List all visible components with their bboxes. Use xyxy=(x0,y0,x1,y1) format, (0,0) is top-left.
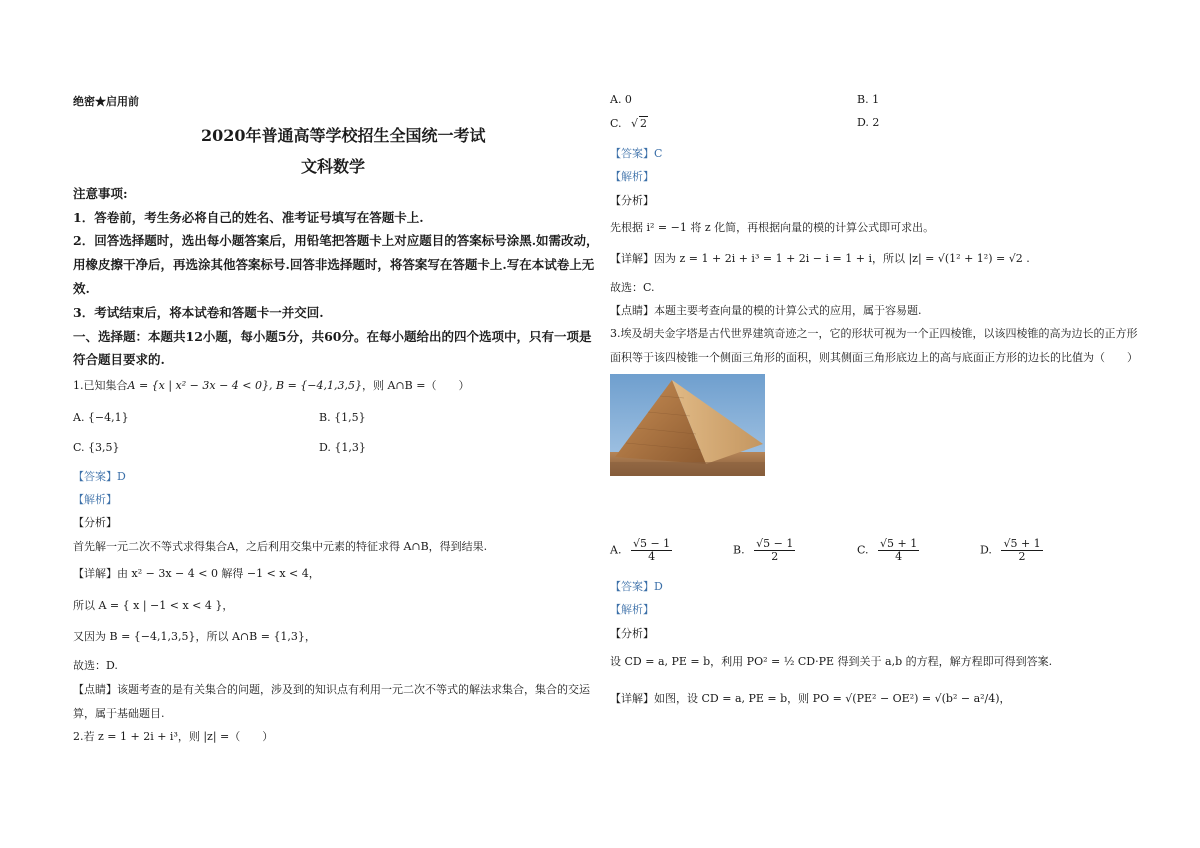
q1-stem-prefix: 1.已知集合 xyxy=(73,379,128,392)
notes-item-3: 3．考试结束后，将本试卷和答题卡一并交回. xyxy=(73,305,324,320)
q3-option-d-num: 5 + 1 xyxy=(1010,537,1041,550)
q3-option-b-den: 2 xyxy=(771,550,779,564)
q1-dianjing-text-1: 该题考查的是有关集合的问题，涉及到的知识点有利用一元二次不等式的解法求集合，集合的交运 xyxy=(117,683,590,696)
q1-option-d: D. {1,3} xyxy=(319,441,366,454)
q2-option-c-label: C. xyxy=(610,117,622,130)
q1-stem xyxy=(73,380,469,393)
q3-jiexi: 【解析】 xyxy=(610,603,654,616)
q3-option-c-num: 5 + 1 xyxy=(887,537,918,550)
q1-xiangjie xyxy=(73,568,320,581)
notes-item-1: 1．答卷前，考生务必将自己的姓名、准考证号填写在答题卡上. xyxy=(73,210,424,225)
q1-fenxi-label: 【分析】 xyxy=(73,516,117,529)
q2-stem: 2.若 z = 1 + 2i + i³，则 |z| =（ ） xyxy=(73,730,274,743)
q2-option-a: A. 0 xyxy=(610,93,632,106)
q2-conclusion: 故选：C. xyxy=(610,281,655,294)
q1-line-2: 所以 A = { x | −1 < x < 4 }， xyxy=(73,599,234,612)
q2-dianjing: 【点睛】本题主要考查向量的模的计算公式的应用，属于容易题. xyxy=(610,304,922,317)
notes-item-2-line-2: 用橡皮擦干净后，再选涂其他答案标号.回答非选择题时，将答案写在答题卡上.写在本试卷上无 xyxy=(73,257,595,272)
q3-option-b: B. $\frac{√5 - 1}{2}$ xyxy=(733,537,794,564)
q1-dianjing-line-1 xyxy=(73,684,590,697)
q2-option-d: D. 2 xyxy=(857,116,880,129)
q3-option-b-label: B. xyxy=(733,543,745,557)
q1-xiangjie-text: 由 x² − 3x − 4 < 0 解得 −1 < x < 4， xyxy=(117,567,320,580)
q1-conclusion: 故选：D. xyxy=(73,659,118,672)
section-heading-line-1: 一、选择题：本题共12小题，每小题5分，共60分。在每小题给出的四个选项中，只有一项是 xyxy=(73,329,592,344)
q3-option-c: C. $\frac{√5 + 1}{4}$ xyxy=(857,537,918,564)
notes-heading: 注意事项: xyxy=(73,186,128,201)
q1-stem-suffix: ，则 A∩B =（ ） xyxy=(361,379,470,392)
q1-line-3: 又因为 B = {−4,1,3,5}，所以 A∩B = {1,3}， xyxy=(73,630,316,643)
q3-stem-line-2: 面积等于该四棱锥一个侧面三角形的面积，则其侧面三角形底边上的高与底面正方形的边长的比值为（ ） xyxy=(610,351,1138,364)
q1-option-a: A. {−4,1} xyxy=(73,411,129,424)
q3-option-d: D. $\frac{√5 + 1}{2}$ xyxy=(980,537,1041,564)
secret-label: 绝密★启用前 xyxy=(73,95,139,108)
q2-answer: 【答案】C xyxy=(610,147,663,160)
q2-xiangjie: 【详解】因为 z = 1 + 2i + i³ = 1 + 2i − i = 1 + i，所以 |z| = √(1² + 1²) = √2 . xyxy=(610,252,1030,265)
q2-option-c: C. √ 2 xyxy=(610,117,648,130)
q1-fenxi-text: 首先解一元二次不等式求得集合A，之后利用交集中元素的特征求得 A∩B，得到结果. xyxy=(73,540,488,553)
q3-fenxi-label: 【分析】 xyxy=(610,627,654,640)
q2-option-c-value: 2 xyxy=(640,117,648,130)
q3-fenxi-text: 设 CD = a, PE = b，利用 PO² = ½ CD·PE 得到关于 a,b 的方程，解方程即可得到答案. xyxy=(610,655,1053,668)
q2-option-b: B. 1 xyxy=(857,93,880,106)
q3-option-a-num: 5 − 1 xyxy=(639,537,671,550)
q3-answer: 【答案】D xyxy=(610,580,663,593)
q3-stem-line-1: 3.埃及胡夫金字塔是古代世界建筑奇迹之一，它的形状可视为一个正四棱锥，以该四棱锥的高为边长的正方形 xyxy=(610,327,1138,340)
q1-option-c: C. {3,5} xyxy=(73,441,120,454)
q3-option-c-label: C. xyxy=(857,543,869,557)
q3-option-c-den: 4 xyxy=(895,550,903,564)
notes-item-2-line-3: 效. xyxy=(73,281,90,296)
q3-option-a-den: 4 xyxy=(648,550,656,564)
q3-option-d-label: D. xyxy=(980,543,992,557)
q1-option-b: B. {1,5} xyxy=(319,411,366,424)
subject-title: 文科数学 xyxy=(301,157,366,176)
watermark xyxy=(440,590,565,612)
q1-xiangjie-label: 【详解】 xyxy=(73,567,117,580)
q3-option-a-label: A. xyxy=(610,543,622,557)
q2-fenxi-label: 【分析】 xyxy=(610,194,654,207)
q1-dianjing-label: 【点睛】 xyxy=(73,683,117,696)
notes-item-2-line-1: 2．回答选择题时，选出每小题答案后，用铅笔把答题卡上对应题目的答案标号涂黑.如需改动， xyxy=(73,233,599,248)
q3-option-a: A. $\frac{√5 - 1}{4}$ xyxy=(610,537,671,564)
exam-title: 2020年普通高等学校招生全国统一考试 xyxy=(201,126,486,145)
pyramid-photo xyxy=(610,374,765,476)
q2-fenxi-text: 先根据 i² = −1 将 z 化简，再根据向量的模的计算公式即可求出。 xyxy=(610,221,935,234)
q2-jiexi: 【解析】 xyxy=(610,170,654,183)
q1-stem-math: A = {x | x² − 3x − 4 < 0}, B = {−4,1,3,5} xyxy=(127,379,362,392)
q3-option-b-num: 5 − 1 xyxy=(763,537,794,550)
q1-jiexi: 【解析】 xyxy=(73,493,117,506)
q1-dianjing-line-2: 算，属于基础题目. xyxy=(73,707,165,720)
q3-option-d-den: 2 xyxy=(1018,550,1026,564)
q3-xiangjie: 【详解】如图，设 CD = a, PE = b，则 PO = √(PE² − OE²) = √(b² − a²/4)， xyxy=(610,692,1011,705)
q1-answer: 【答案】D xyxy=(73,470,126,483)
section-heading-line-2: 符合题目要求的. xyxy=(73,352,165,367)
